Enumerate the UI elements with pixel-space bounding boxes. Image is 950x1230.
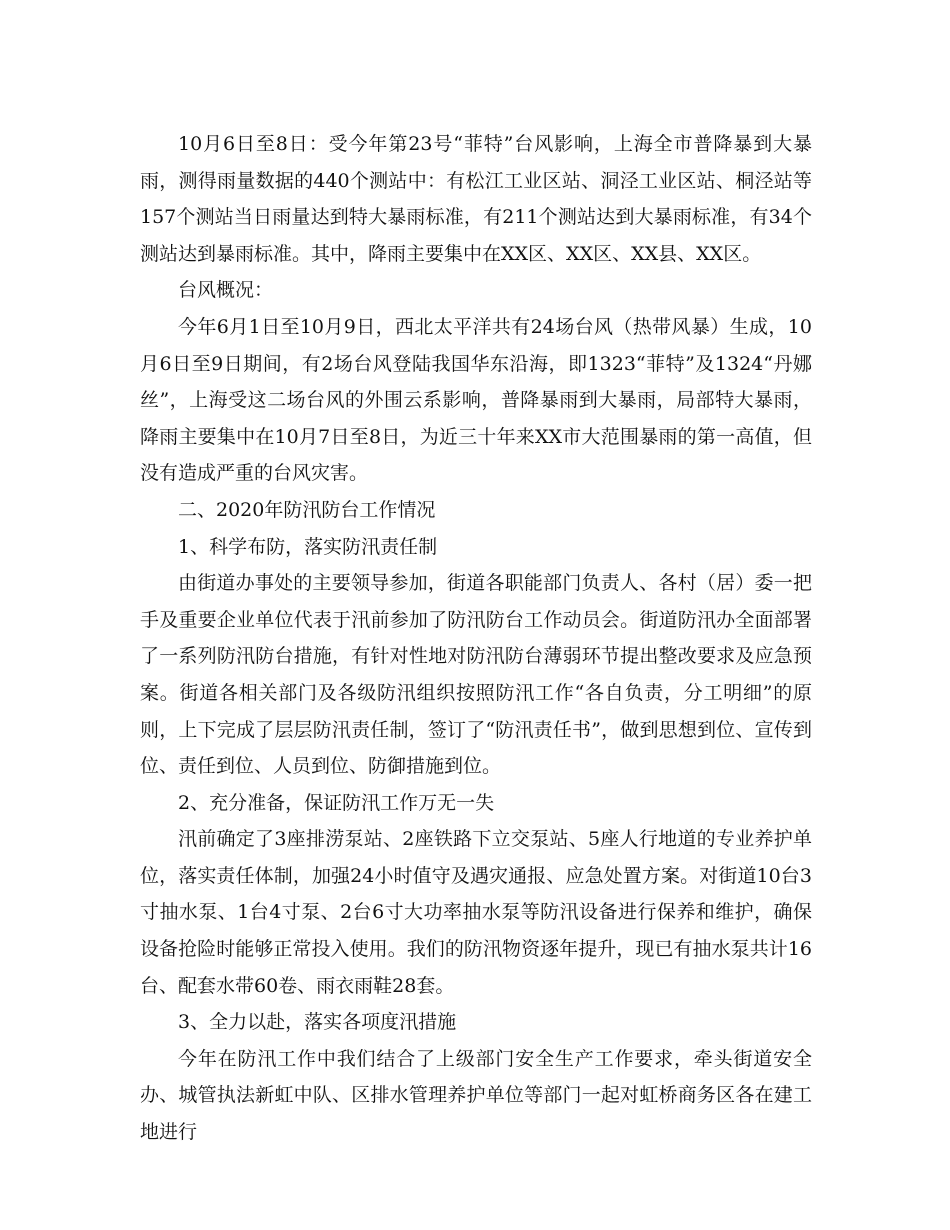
section-heading-work-status: 二、2020年防汛防台工作情况 bbox=[178, 498, 436, 521]
paragraph-typhoon-overview: 今年6月1日至10月9日，西北太平洋共有24场台风（热带风暴）生成，10月6日至9日期间，有2场台风登陆我国华东沿海，即1323“菲特”及1324“丹娜丝”，上海受这二场台风的外围云系影响，普降暴雨到大暴雨，局部特大暴雨，降雨主要集中在10月7日至8日，为近三十年来XX市大范围暴雨的第一高值，但没有造成严重的台风灾害。 bbox=[140, 315, 812, 485]
subheading-preparation: 2、充分准备，保证防汛工作万无一失 bbox=[178, 791, 495, 814]
paragraph-flood-measures: 今年在防汛工作中我们结合了上级部门安全生产工作要求，牵头街道安全办、城管执法新虹中队、区排水管理养护单位等部门一起对虹桥商务区各在建工地进行 bbox=[140, 1047, 812, 1144]
document-body bbox=[140, 126, 812, 1151]
subheading-flood-measures: 3、全力以赴，落实各项度汛措施 bbox=[178, 1011, 457, 1034]
subheading-responsibility-system: 1、科学布防，落实防汛责任制 bbox=[178, 535, 438, 558]
paragraph-preparation: 汛前确定了3座排涝泵站、2座铁路下立交泵站、5座人行地道的专业养护单位，落实责任体制，加强24小时值守及遇灾通报、应急处置方案。对街道10台3寸抽水泵、1台4寸泵、2台6寸大功率抽水泵等防汛设备进行保养和维护，确保设备抢险时能够正常投入使用。我们的防汛物资逐年提升，现已有抽水泵共计16台、配套水带60卷、雨衣雨鞋28套。 bbox=[140, 828, 812, 997]
paragraph-rainfall-summary: 10月6日至8日：受今年第23号“菲特”台风影响，上海全市普降暴到大暴雨，测得雨量数据的440个测站中：有松江工业区站、洞泾工业区站、桐泾站等157个测站当日雨量达到特大暴雨标准，有211个测站达到大暴雨标准，有34个测站达到暴雨标准。其中，降雨主要集中在XX区、XX区、XX县、XX区。 bbox=[140, 133, 812, 265]
paragraph-responsibility-system: 由街道办事处的主要领导参加，街道各职能部门负责人、各村（居）委一把手及重要企业单位代表于汛前参加了防汛防台工作动员会。街道防汛办全面部署了一系列防汛防台措施，有针对性地对防汛防台薄弱环节提出整改要求及应急预案。街道各相关部门及各级防汛组织按照防汛工作“各自负责，分工明细”的原则，上下完成了层层防汛责任制，签订了“防汛责任书”，做到思想到位、宣传到位、责任到位、人员到位、防御措施到位。 bbox=[140, 572, 812, 778]
paragraph-typhoon-overview-heading: 台风概况： bbox=[178, 279, 274, 302]
